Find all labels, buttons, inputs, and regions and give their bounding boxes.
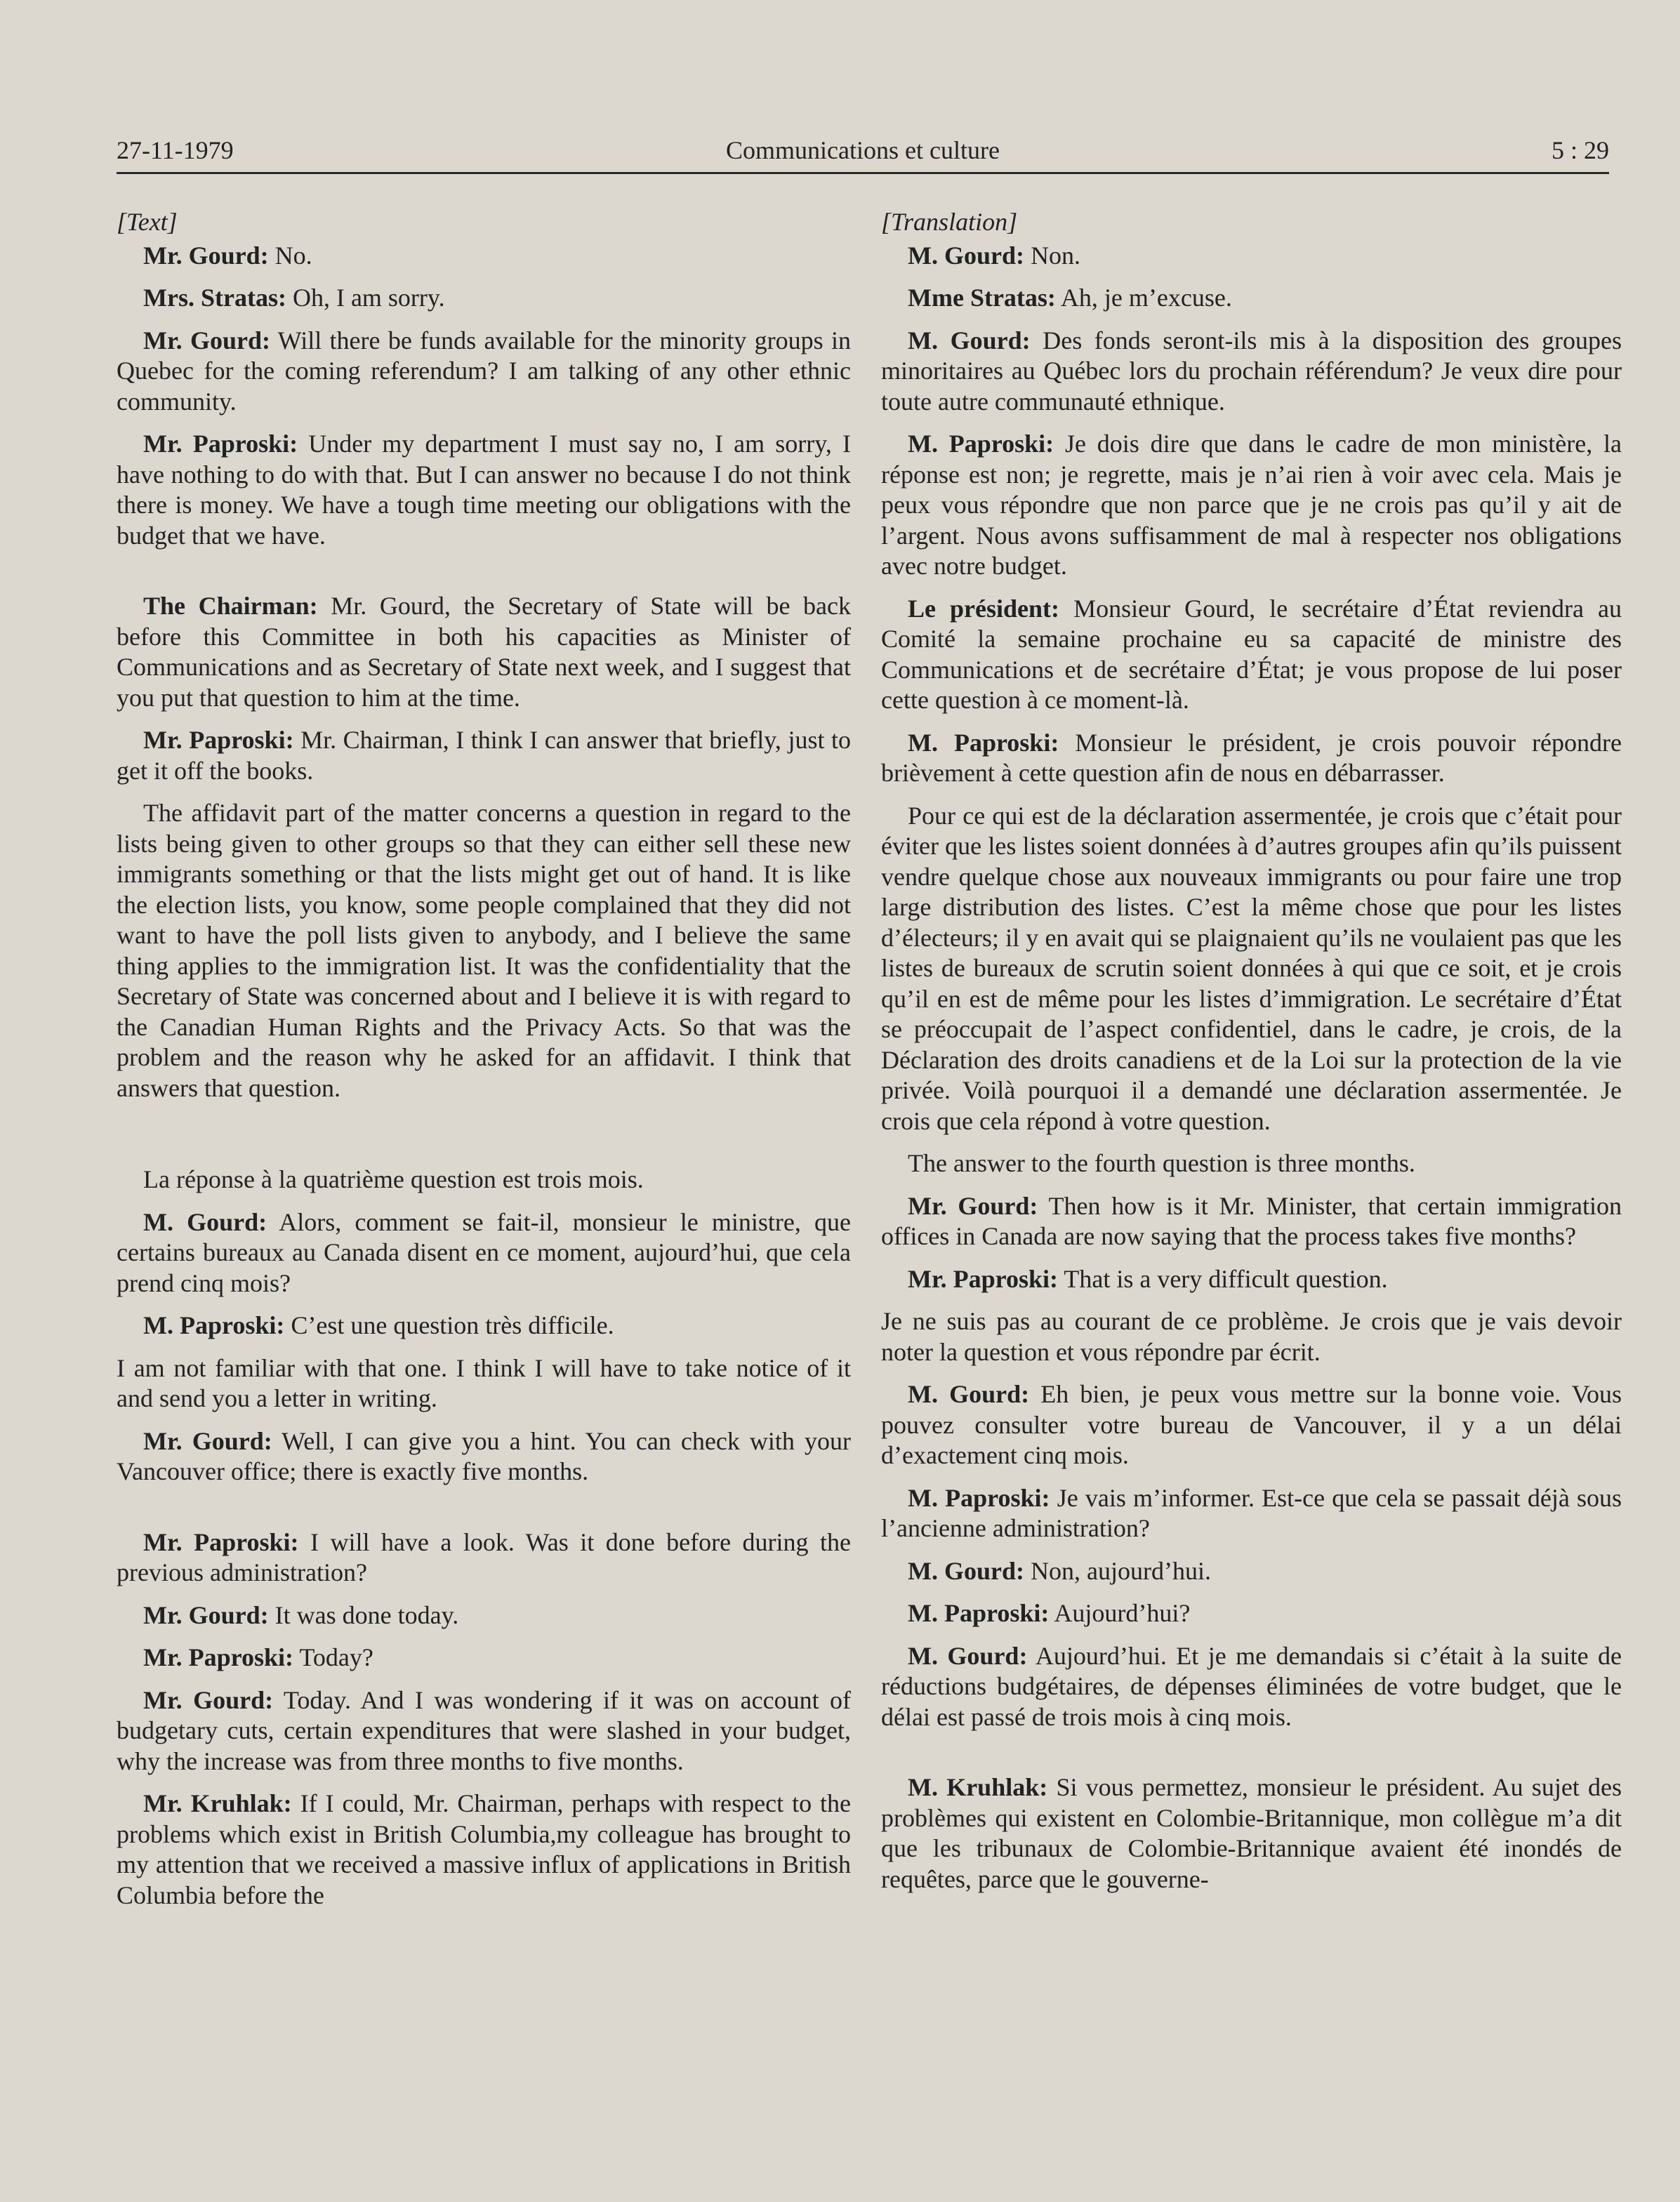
- paragraph: Je ne suis pas au courant de ce problème. Je crois que je vais devoir noter la question et vous répondre par écrit.: [881, 1307, 1622, 1366]
- paragraph: M. Paproski: Aujourd’hui?: [908, 1599, 1191, 1627]
- left-column: [117, 207, 851, 1923]
- paragraph: Mr. Paproski: That is a very difficult question.: [908, 1264, 1388, 1293]
- paragraph: M. Paproski: Monsieur le président, je crois pouvoir répondre brièvement à cette question afin de nous en débarrasser.: [881, 728, 1622, 787]
- paragraph: Pour ce qui est de la déclaration assermentée, je crois que c’était pour éviter que les listes soient données à d’autres groupes afin qu’ils puissent vendre quelque chose aux nouveaux immigrants ou pour faire une trop large distribution des listes. C’est la même chose que pour les listes d’électeurs; il y en avait qui se plaignaient qu’ils ne voulaient pas que les listes de bureaux de scrutin soient données à qui que ce soit, et je crois qu’il en est de même pour les listes d’immigration. Le secrétaire d’État se préoccupait de l’aspect confidentiel, dans le cadre, je crois, de la Déclaration des droits canadiens et de la Loi sur la protection de la vie privée. Voilà pourquoi il a demandé une déclaration assermentée. Je crois que cela répond à votre question.: [881, 801, 1622, 1135]
- paragraph: The Chairman: Mr. Gourd, the Secretary of State will be back before this Committee in both his capacities as Minister of Communications and as Secretary of State next week, and I suggest that you put that question to him at the time.: [117, 592, 851, 712]
- paragraph: The answer to the fourth question is three months.: [908, 1149, 1415, 1177]
- paragraph: Mr. Kruhlak: If I could, Mr. Chairman, perhaps with respect to the problems which exist in British Columbia,my colleague has brought to my attention that we received a massive influx of applications in British Columbia before the: [117, 1789, 852, 1909]
- paragraph: Mr. Gourd: Today. And I was wondering if it was on account of budgetary cuts, certain expenditures that were slashed in your budget, why the increase was from three months to five months.: [117, 1685, 852, 1775]
- column-tag: [Translation]: [881, 208, 1018, 236]
- paragraph: M. Gourd: Alors, comment se fait-il, monsieur le ministre, que certains bureaux au Canada disent en ce moment, aujourd’hui, que cela prend cinq mois?: [117, 1207, 851, 1297]
- paragraph: The affidavit part of the matter concerns a question in regard to the lists being given to other groups so that they can either sell these new immigrants something or that the lists might get out of hand. It is like the election lists, you know, some people complained that they did not want to have the poll lists given to anybody, and I believe the same thing applies to the immigration list. It was the confidentiality that the Secretary of State was concerned about and I believe it is with regard to the Canadian Human Rights and the Privacy Acts. So that was the problem and the reason why he asked for an affidavit. I think that answers that question.: [117, 799, 851, 1102]
- paragraph: Mr. Paproski: I will have a look. Was it done before during the previous administration?: [117, 1527, 852, 1586]
- paragraph: I am not familiar with that one. I think I will have to take notice of it and send you a letter in writing.: [117, 1353, 851, 1412]
- paragraph: Mr. Gourd: Well, I can give you a hint. You can check with your Vancouver office; there is exactly five months.: [117, 1426, 851, 1485]
- paragraph: M. Gourd: Non.: [908, 241, 1080, 270]
- paragraph: M. Kruhlak: Si vous permettez, monsieur le président. Au sujet des problèmes qui existent en Colombie-Britannique, mon collègue m’a dit que les tribunaux de Colombie-Britannique avaient été inondés de requêtes, parce que le gouverne-: [881, 1773, 1622, 1893]
- paragraph: M. Gourd: Eh bien, je peux vous mettre sur la bonne voie. Vous pouvez consulter votre bureau de Vancouver, il y a un délai d’exactement cinq mois.: [881, 1380, 1622, 1469]
- paragraph: Le président: Monsieur Gourd, le secrétaire d’État reviendra au Comité la semaine prochaine eu sa capacité de ministre des Communications et de secrétaire d’État; je vous propose de lui poser cette question à ce moment-là.: [881, 594, 1622, 714]
- paragraph: M. Gourd: Aujourd’hui. Et je me demandais si c’était à la suite de réductions budgétaires, de dépenses éliminées de votre budget, que le délai est passé de trois mois à cinq mois.: [881, 1641, 1622, 1731]
- paragraph: Mr. Gourd: Then how is it Mr. Minister, that certain immigration offices in Canada are now saying that the process takes five months?: [881, 1191, 1622, 1250]
- page-header: [117, 130, 1609, 174]
- paragraph: Mr. Gourd: It was done today.: [143, 1600, 459, 1629]
- paragraph: Mr. Gourd: Will there be funds available for the minority groups in Quebec for the coming referendum? I am talking of any other ethnic community.: [117, 326, 851, 416]
- paragraph: M. Paproski: C’est une question très difficile.: [143, 1311, 614, 1339]
- paragraph: Mme Stratas: Ah, je m’excuse.: [908, 284, 1232, 312]
- right-column: [881, 207, 1622, 1906]
- header-title: Communications et culture: [726, 136, 1000, 164]
- header-date: 27-11-1979: [117, 136, 234, 164]
- paragraph: Mr. Gourd: No.: [143, 241, 312, 270]
- paragraph: Mrs. Stratas: Oh, I am sorry.: [143, 284, 445, 312]
- paragraph: Mr. Paproski: Today?: [143, 1643, 373, 1671]
- paragraph: M. Gourd: Des fonds seront-ils mis à la disposition des groupes minoritaires au Québec lors du prochain référendum? Je veux dire pour toute autre communauté ethnique.: [881, 326, 1622, 416]
- paragraph: Mr. Paproski: Mr. Chairman, I think I can answer that briefly, just to get it off the books.: [117, 726, 852, 785]
- header-page-number: 5 : 29: [1551, 136, 1609, 164]
- paragraph: M. Paproski: Je vais m’informer. Est-ce que cela se passait déjà sous l’ancienne administration?: [881, 1483, 1622, 1542]
- paragraph: M. Gourd: Non, aujourd’hui.: [908, 1556, 1211, 1585]
- paragraph: Mr. Paproski: Under my department I must say no, I am sorry, I have nothing to do with that. But I can answer no because I do not think there is money. We have a tough time meeting our obligations with the budget that we have.: [117, 430, 851, 550]
- paragraph: La réponse à la quatrième question est trois mois.: [143, 1165, 644, 1193]
- paragraph: M. Paproski: Je dois dire que dans le cadre de mon ministère, la réponse est non; je regrette, mais je n’ai rien à voir avec cela. Mais je peux vous répondre que non parce que je ne crois pas qu’il y ait de l’argent. Nous avons suffisamment de mal à respecter nos obligations avec notre budget.: [881, 430, 1622, 580]
- column-tag: [Text]: [117, 208, 178, 236]
